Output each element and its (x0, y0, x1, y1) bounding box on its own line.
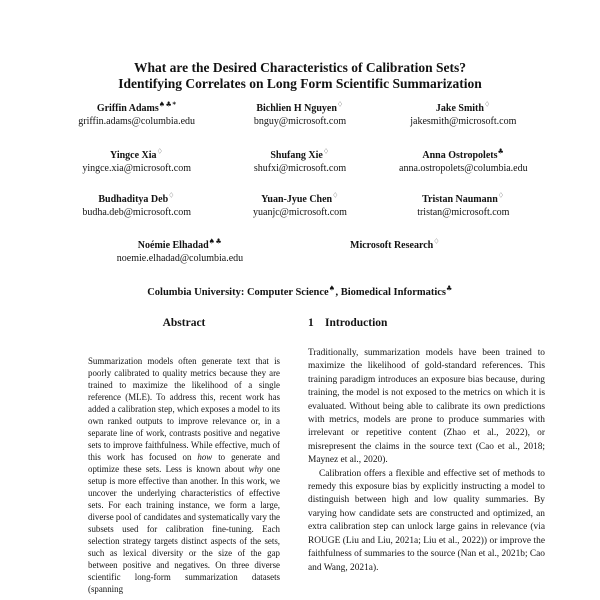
introduction-heading (308, 316, 545, 330)
author-marks: ♠♣ (208, 237, 223, 246)
author-email: yingce.xia@microsoft.com (82, 163, 191, 174)
author-name-text: Jake Smith (435, 103, 484, 114)
authors-row-1 (55, 102, 545, 128)
author-email: bnguy@microsoft.com (253, 116, 347, 127)
author-noemie-elhadad (55, 239, 305, 265)
abstract-segment: to generate and optimize these sets. Less is known about (88, 452, 280, 474)
left-column (88, 316, 280, 595)
author-name-text: Anna Ostropolets (422, 150, 498, 161)
author-name (218, 193, 381, 206)
author-marks: ♣ (497, 147, 505, 156)
author-name-text: Tristan Naumann (422, 194, 498, 205)
author-email: budha.deb@microsoft.com (82, 207, 191, 218)
abstract-segment: Summarization models often generate text that is poorly calibrated to quality metrics because they are trained to maximize the likelihood of a single reference (MLE). To address this, recent work has added a calibration step, which exposes a model to its own ranked outputs to improve relevance or, in a separate line of work, contrasts positive and negative sets to improve faithfulness. While effective, much of this work has focused on (88, 356, 280, 462)
author-marks: ♢ (336, 100, 344, 109)
author-name-text: Budhaditya Deb (98, 194, 169, 205)
affiliation-text: , Biomedical Informatics (335, 287, 447, 298)
abstract-segment: one setup is more effective than another. In this work, we uncover the underlying characteristics of effective sets. For each training instance, we form a large, diverse pool of candidates and systematically vary the subsets used for calibration fine-tuning. Each selection strategy targets distinct aspects of the sets, such as lexical diversity or the size of the gap between positive and negatives. On three diverse scientific long-form summarization datasets (spanning (88, 464, 280, 594)
author-email: yuanjc@microsoft.com (253, 207, 347, 218)
author-marks: ♢ (433, 237, 440, 246)
authors-row-3 (55, 193, 545, 219)
abstract-segment-italic: why (248, 464, 263, 474)
author-griffin-adams (55, 102, 218, 128)
author-marks: ♢ (332, 191, 339, 200)
author-name (285, 239, 505, 252)
author-name (55, 239, 305, 252)
author-bichlien-nguyen (218, 102, 381, 128)
author-name (382, 149, 545, 162)
author-email: anna.ostropolets@columbia.edu (399, 163, 528, 174)
right-column (308, 316, 545, 575)
abstract-heading: Abstract (162, 317, 206, 329)
author-marks: ♢ (322, 147, 330, 156)
author-name-text: Yingce Xia (109, 150, 157, 161)
author-name (382, 102, 545, 115)
paper-title (0, 60, 600, 91)
author-yingce-xia (55, 149, 218, 175)
abstract-text (88, 355, 280, 595)
author-name-text: Shufang Xie (270, 150, 323, 161)
section-number: 1 (308, 317, 314, 329)
spade-suit-mark: ♠ (328, 284, 336, 293)
author-yuan-jyue-chen (218, 193, 381, 219)
affiliation-text: Columbia University: Computer Science (147, 287, 329, 298)
abstract-segment-italic: how (197, 452, 213, 462)
author-name-text: Griffin Adams (96, 103, 159, 114)
author-tristan-naumann (382, 193, 545, 219)
introduction-paragraph-1: Traditionally, summarization models have been trained to maximize the likelihood of gold-standard references. This training paradigm introduces an exposure bias because, during training, the model is not exposed to the metrics on which it is evaluated. Without being able to calibrate its own predictions with metrics, models are prone to produce summaries with irrelevant or repetitive content (Zhao et al., 2022), or misrepresent the claims in the source text (Cao et al., 2018; Maynez et al., 2020). (308, 348, 545, 466)
author-shufang-xie (218, 149, 381, 175)
author-email: noemie.elhadad@columbia.edu (116, 253, 244, 264)
title-line-2: Identifying Correlates on Long Form Scientific Summarization (118, 75, 482, 91)
author-name-text: Bichlien H Nguyen (256, 103, 337, 114)
author-budhaditya-deb (55, 193, 218, 219)
section-title: Introduction (325, 317, 388, 329)
author-name-text: Microsoft Research (350, 240, 434, 251)
author-email: tristan@microsoft.com (417, 207, 510, 218)
author-name (55, 193, 218, 206)
title-line-1: What are the Desired Characteristics of Calibration Sets? (133, 60, 467, 75)
affiliation-line (0, 284, 600, 298)
author-name (55, 149, 218, 162)
author-marks: ♢ (483, 100, 491, 109)
author-name (382, 193, 545, 206)
author-name-text: Yuan-Jyue Chen (261, 194, 333, 205)
author-name-text: Noémie Elhadad (137, 240, 209, 251)
author-name (218, 149, 381, 162)
author-marks: ♢ (156, 147, 164, 156)
author-email: shufxi@microsoft.com (253, 163, 347, 174)
author-microsoft-research (285, 239, 505, 252)
introduction-paragraph-2: Calibration offers a flexible and effective set of methods to remedy this exposure bias by explicitly instructing a model to distinguish between high and low quality summaries. By varying how candidate sets are constructed and optimized, an extra calibration step can unlock large gains in relevance (via ROUGE (Liu and Liu, 2021a; Liu et al., 2022)) or improve the faithfulness of summaries to the source (Nan et al., 2021b; Cao and Wang, 2021a). (308, 468, 545, 573)
authors-row-2 (55, 149, 545, 175)
club-suit-mark: ♣ (446, 284, 453, 293)
author-marks: ♠♣* (158, 100, 177, 109)
author-email: griffin.adams@columbia.edu (78, 116, 196, 127)
author-anna-ostropolets (382, 149, 545, 175)
author-name (55, 102, 218, 115)
author-marks: ♢ (497, 191, 505, 200)
author-name (218, 102, 381, 115)
author-email: jakesmith@microsoft.com (410, 116, 517, 127)
author-marks: ♢ (168, 191, 175, 200)
author-jake-smith (382, 102, 545, 128)
